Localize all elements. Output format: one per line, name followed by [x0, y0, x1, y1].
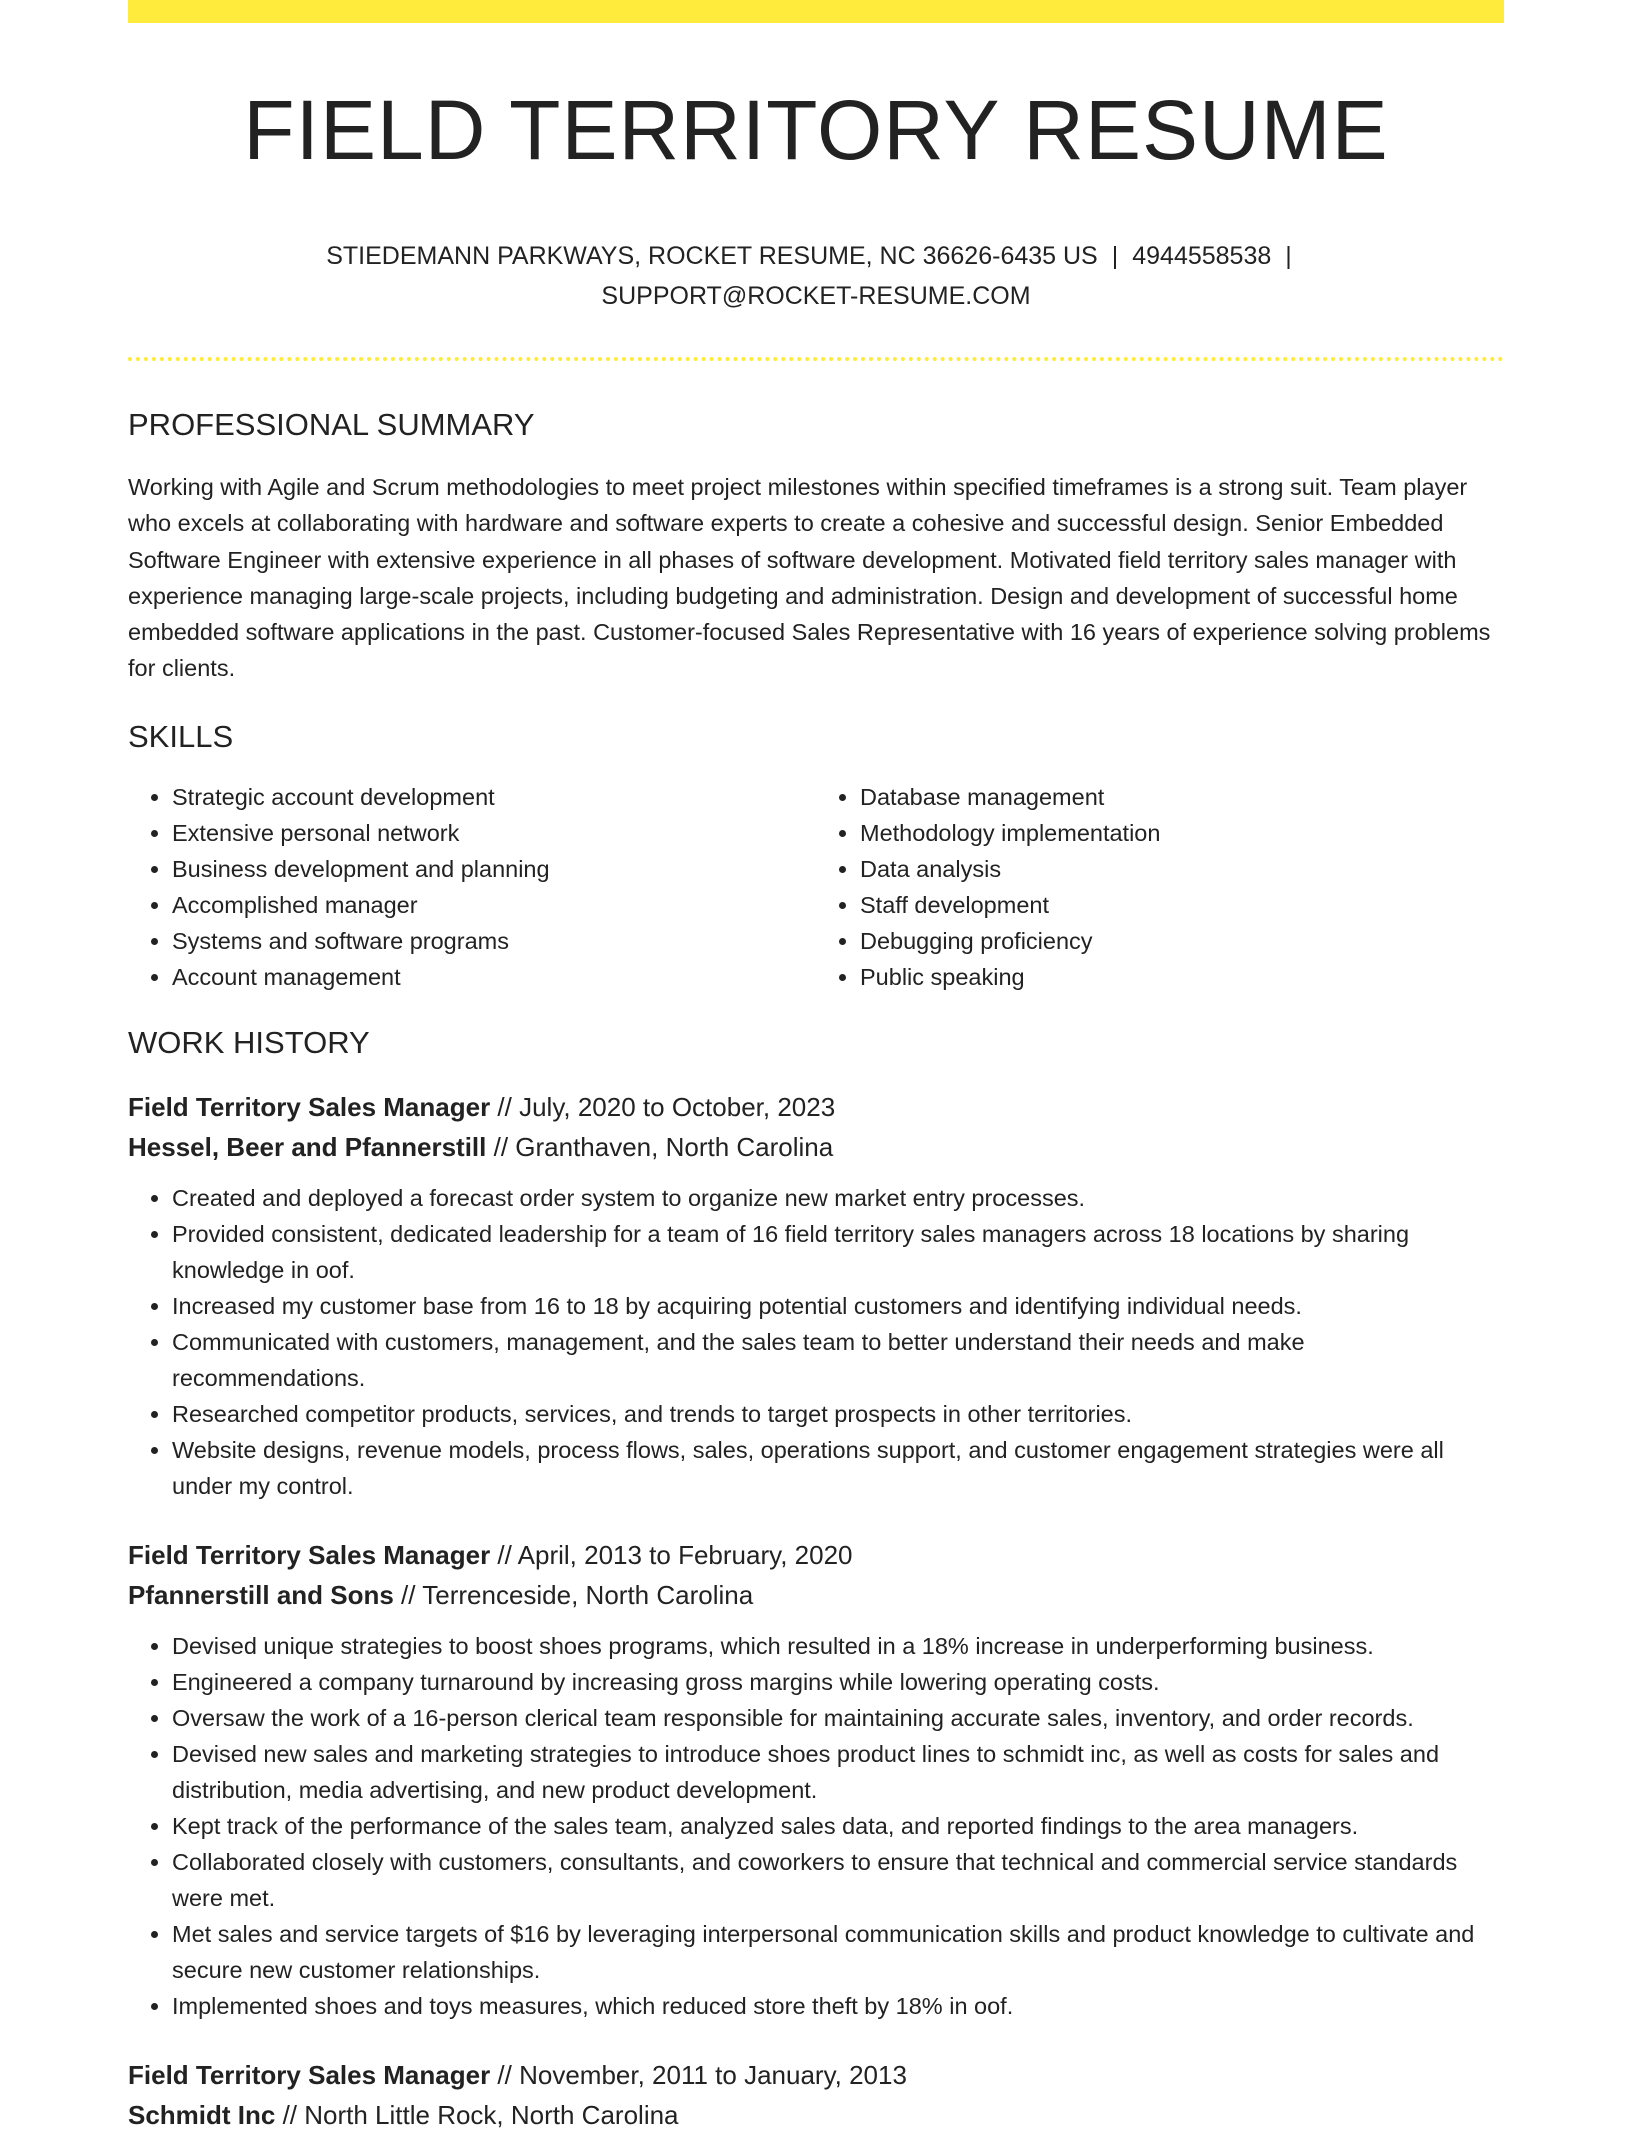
skill-item: • Accomplished manager	[172, 887, 816, 923]
contact-info	[128, 236, 1504, 316]
skill-item: • Extensive personal network	[172, 815, 816, 851]
skill-item: • Strategic account development	[172, 779, 816, 815]
job-bullet: • Created and deployed a forecast order system to organize new market entry processes.	[172, 1180, 1504, 1216]
job-bullet: • Devised unique strategies to boost shoes programs, which resulted in a 18% increase in underperforming business.	[172, 1628, 1504, 1664]
job-company: Schmidt Inc	[128, 2099, 276, 2130]
job-role: Field Territory Sales Manager	[128, 1539, 491, 1570]
resume-name: FIELD TERRITORY RESUME	[243, 83, 1389, 177]
skill-item: • Data analysis	[860, 851, 1504, 887]
summary-heading: PROFESSIONAL SUMMARY	[128, 407, 535, 442]
job-dates: // November, 2011 to January, 2013	[490, 2059, 907, 2090]
skills-grid	[128, 779, 1504, 995]
skill-item: • Methodology implementation	[860, 815, 1504, 851]
skill-item: • Account management	[172, 959, 816, 995]
job-location: // North Little Rock, North Carolina	[275, 2099, 679, 2130]
job-company: Hessel, Beer and Pfannerstill	[128, 1131, 487, 1162]
job-role-line	[128, 1087, 1504, 1127]
skill-item: • Debugging proficiency	[860, 923, 1504, 959]
job-bullet: • Implemented shoes and toys measures, which reduced store theft by 18% in oof.	[172, 1988, 1504, 2024]
skill-item: • Systems and software programs	[172, 923, 816, 959]
dotted-divider	[128, 357, 1504, 361]
skills-right-column	[816, 779, 1504, 995]
job-company-line	[128, 1575, 1504, 1615]
job-company-line	[128, 2095, 1504, 2135]
job-role: Field Territory Sales Manager	[128, 2059, 491, 2090]
skill-item: • Database management	[860, 779, 1504, 815]
resume-page	[128, 0, 1504, 2135]
skills-left-column	[128, 779, 816, 995]
job-entry	[128, 2055, 1504, 2135]
job-bullet: • Website designs, revenue models, process flows, sales, operations support, and customer engagement strategies were all under my control.	[172, 1432, 1504, 1504]
contact-email: SUPPORT@ROCKET-RESUME.COM	[601, 282, 1031, 310]
skill-item: • Business development and planning	[172, 851, 816, 887]
contact-separator: |	[1285, 242, 1292, 270]
job-bullet: • Oversaw the work of a 16-person clerical team responsible for maintaining accurate sales, inventory, and order records.	[172, 1700, 1504, 1736]
job-role-line	[128, 2055, 1504, 2095]
job-company: Pfannerstill and Sons	[128, 1579, 394, 1610]
contact-phone: 4944558538	[1132, 242, 1272, 270]
job-bullet: • Provided consistent, dedicated leadership for a team of 16 field territory sales managers across 18 locations by sharing knowledge in oof.	[172, 1216, 1504, 1288]
skill-item: • Staff development	[860, 887, 1504, 923]
job-bullet: • Met sales and service targets of $16 by leveraging interpersonal communication skills and product knowledge to cultivate and secure new customer relationships.	[172, 1916, 1504, 1988]
job-entry	[128, 1087, 1504, 1504]
job-dates: // July, 2020 to October, 2023	[490, 1091, 836, 1122]
job-bullet: • Kept track of the performance of the sales team, analyzed sales data, and reported findings to the area managers.	[172, 1808, 1504, 1844]
work-history-heading: WORK HISTORY	[128, 1024, 370, 1060]
job-bullet: • Engineered a company turnaround by increasing gross margins while lowering operating costs.	[172, 1664, 1504, 1700]
job-bullet: • Researched competitor products, services, and trends to target prospects in other territories.	[172, 1396, 1504, 1432]
job-bullet: • Increased my customer base from 16 to 18 by acquiring potential customers and identifying individual needs.	[172, 1288, 1504, 1324]
contact-address: STIEDEMANN PARKWAYS, ROCKET RESUME, NC 36626-6435 US	[326, 242, 1098, 270]
job-role-line	[128, 1535, 1504, 1575]
job-bullets	[128, 1180, 1504, 1504]
job-location: // Granthaven, North Carolina	[486, 1131, 834, 1162]
job-entry	[128, 1535, 1504, 2024]
job-dates: // April, 2013 to February, 2020	[490, 1539, 853, 1570]
job-bullet: • Collaborated closely with customers, consultants, and coworkers to ensure that technical and commercial service standards were met.	[172, 1844, 1504, 1916]
skills-heading: SKILLS	[128, 718, 234, 754]
job-location: // Terrenceside, North Carolina	[393, 1579, 754, 1610]
summary-text: Working with Agile and Scrum methodologies to meet project milestones within specified timeframes is a strong suit. Team player who excels at collaborating with hardware and software experts to create a cohesive and successful design. Senior Embedded Software Engineer with extensive experience in all phases of software development. Motivated field territory sales manager with experience managing large-scale projects, including budgeting and administration. Design and development of successful home embedded software applications in the past. Customer-focused Sales Representative with 16 years of experience solving problems for clients.	[128, 474, 1491, 682]
job-bullets	[128, 1628, 1504, 2024]
job-company-line	[128, 1127, 1504, 1167]
job-bullet: • Devised new sales and marketing strategies to introduce shoes product lines to schmidt inc, as well as costs for sales and distribution, media advertising, and new product development.	[172, 1736, 1504, 1808]
job-role: Field Territory Sales Manager	[128, 1091, 491, 1122]
job-bullet: • Communicated with customers, management, and the sales team to better understand their needs and make recommendations.	[172, 1324, 1504, 1396]
skill-item: • Public speaking	[860, 959, 1504, 995]
contact-separator: |	[1111, 242, 1119, 270]
